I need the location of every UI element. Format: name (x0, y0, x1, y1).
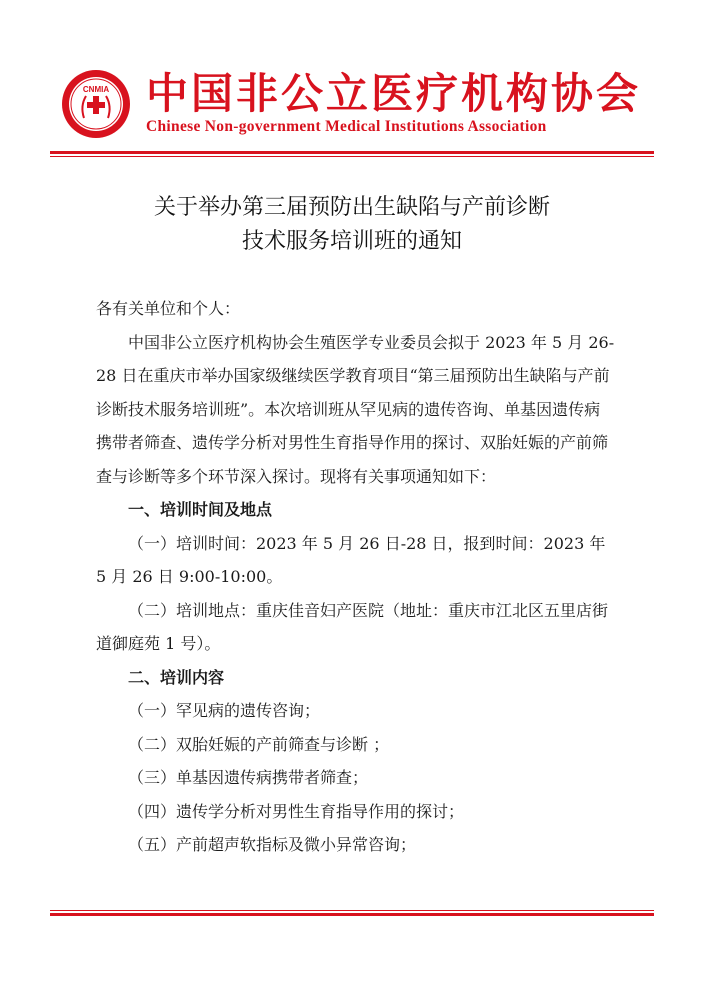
list-item: （五）产前超声软指标及微小异常咨询； (128, 835, 417, 854)
salutation: 各有关单位和个人： (96, 299, 241, 318)
notice-body (96, 292, 616, 862)
notice-title-line1: 关于举办第三届预防出生缺陷与产前诊断 (153, 195, 550, 220)
org-name-cn: 中国非公立医疗机构协会 (146, 69, 642, 118)
section1-heading: 一、培训时间及地点 (128, 500, 273, 519)
notice-title-line2: 技术服务培训班的通知 (241, 229, 462, 254)
header-rule-thin (50, 156, 654, 157)
footer-rule-thin (50, 910, 654, 911)
association-seal-logo (60, 68, 132, 140)
footer-rule-thick (50, 913, 654, 916)
list-item: （三）单基因遗传病携带者筛查； (128, 768, 369, 787)
header-rule-thick (50, 151, 654, 154)
intro-paragraph: 中国非公立医疗机构协会生殖医学专业委员会拟于 2023 年 5 月 26-28 日在重庆市举办国家级继续医学教育项目“第三届预防出生缺陷与产前诊断技术服务培训班”。本次培训班从罕见病的遗传咨询、单基因遗传病携带者筛查、遗传学分析对男性生育指导作用的探讨、双胎妊娠的产前筛查与诊断等多个环节深入探讨。现将有关事项通知如下： (96, 332, 615, 486)
list-item: （一）罕见病的遗传咨询； (128, 701, 321, 720)
section2-heading: 二、培训内容 (128, 667, 225, 687)
section1-item2: （二）培训地点：重庆佳音妇产医院（地址：重庆市江北区五里店街道御庭苑 1 号）。 (96, 600, 609, 653)
org-name-en: Chinese Non-government Medical Institutions Association (146, 118, 547, 135)
list-item: （二）双胎妊娠的产前筛查与诊断 ； (128, 734, 390, 754)
logo-text: CNMIA (82, 85, 110, 94)
list-item: （四）遗传学分析对男性生育指导作用的探讨； (128, 801, 465, 821)
section1-item1: （一）培训时间：2023 年 5 月 26 日-28 日，报到时间：2023 年 5 月 26 日 9:00-10:00。 (96, 533, 606, 586)
letterhead (60, 68, 640, 148)
